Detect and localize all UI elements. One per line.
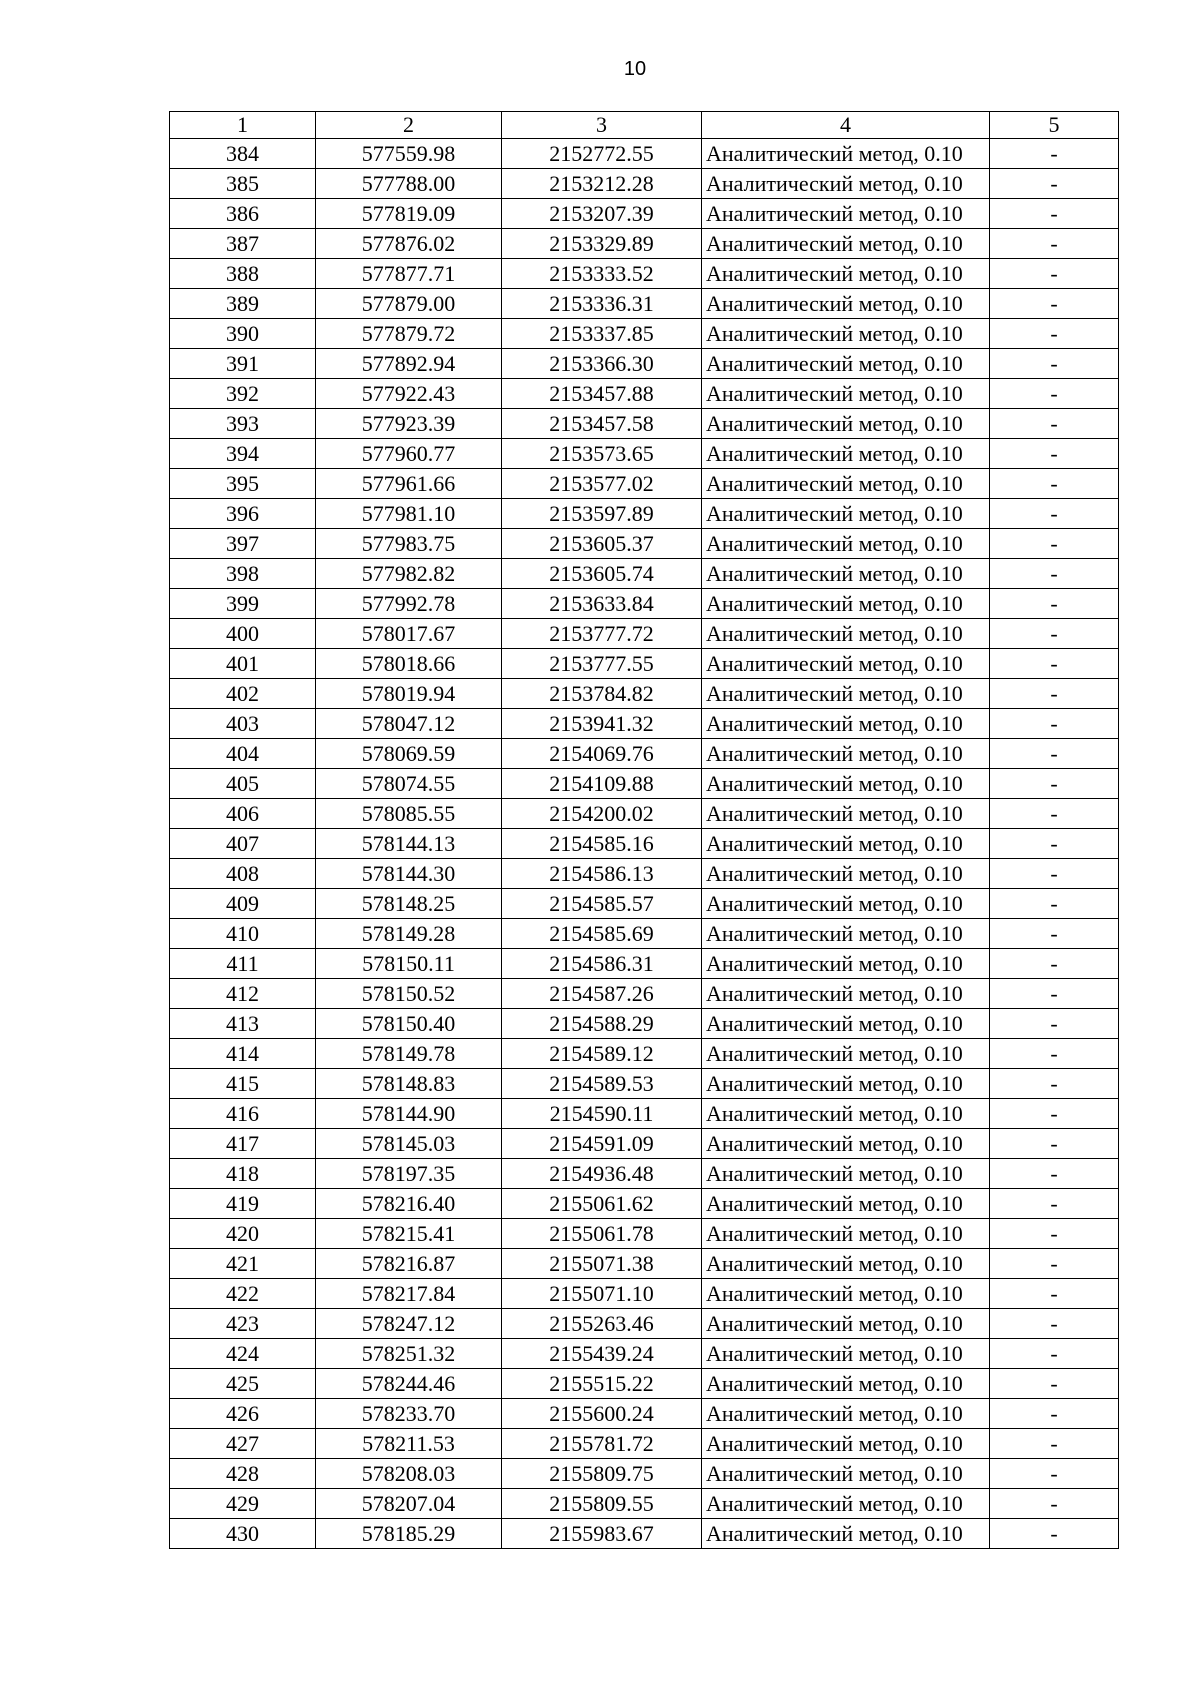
note-cell: - bbox=[990, 1339, 1119, 1369]
y-coordinate-cell: 2152772.55 bbox=[502, 139, 702, 169]
table-row bbox=[170, 1249, 1119, 1279]
table-row bbox=[170, 409, 1119, 439]
point-number-cell: 408 bbox=[170, 859, 316, 889]
table-row bbox=[170, 1339, 1119, 1369]
point-number-cell: 400 bbox=[170, 619, 316, 649]
y-coordinate-cell: 2154586.31 bbox=[502, 949, 702, 979]
note-cell: - bbox=[990, 649, 1119, 679]
table-row bbox=[170, 1279, 1119, 1309]
x-coordinate-cell: 577960.77 bbox=[316, 439, 502, 469]
point-number-cell: 399 bbox=[170, 589, 316, 619]
note-cell: - bbox=[990, 139, 1119, 169]
point-number-cell: 387 bbox=[170, 229, 316, 259]
table-row bbox=[170, 709, 1119, 739]
x-coordinate-cell: 577961.66 bbox=[316, 469, 502, 499]
y-coordinate-cell: 2155809.55 bbox=[502, 1489, 702, 1519]
point-number-cell: 412 bbox=[170, 979, 316, 1009]
table-row bbox=[170, 139, 1119, 169]
method-cell: Аналитический метод, 0.10 bbox=[702, 439, 990, 469]
point-number-cell: 401 bbox=[170, 649, 316, 679]
point-number-cell: 389 bbox=[170, 289, 316, 319]
x-coordinate-cell: 577879.72 bbox=[316, 319, 502, 349]
x-coordinate-cell: 577992.78 bbox=[316, 589, 502, 619]
x-coordinate-cell: 578244.46 bbox=[316, 1369, 502, 1399]
x-coordinate-cell: 578216.40 bbox=[316, 1189, 502, 1219]
method-cell: Аналитический метод, 0.10 bbox=[702, 1249, 990, 1279]
table-row bbox=[170, 799, 1119, 829]
method-cell: Аналитический метод, 0.10 bbox=[702, 139, 990, 169]
y-coordinate-cell: 2153457.88 bbox=[502, 379, 702, 409]
x-coordinate-cell: 578217.84 bbox=[316, 1279, 502, 1309]
point-number-cell: 391 bbox=[170, 349, 316, 379]
y-coordinate-cell: 2153605.74 bbox=[502, 559, 702, 589]
y-coordinate-cell: 2153337.85 bbox=[502, 319, 702, 349]
method-cell: Аналитический метод, 0.10 bbox=[702, 199, 990, 229]
method-cell: Аналитический метод, 0.10 bbox=[702, 229, 990, 259]
method-cell: Аналитический метод, 0.10 bbox=[702, 1489, 990, 1519]
y-coordinate-cell: 2155983.67 bbox=[502, 1519, 702, 1549]
method-cell: Аналитический метод, 0.10 bbox=[702, 319, 990, 349]
table-row bbox=[170, 1399, 1119, 1429]
table-row bbox=[170, 1369, 1119, 1399]
table-row bbox=[170, 1129, 1119, 1159]
note-cell: - bbox=[990, 1399, 1119, 1429]
method-cell: Аналитический метод, 0.10 bbox=[702, 529, 990, 559]
note-cell: - bbox=[990, 1279, 1119, 1309]
table-row bbox=[170, 169, 1119, 199]
table-row bbox=[170, 1459, 1119, 1489]
method-cell: Аналитический метод, 0.10 bbox=[702, 979, 990, 1009]
method-cell: Аналитический метод, 0.10 bbox=[702, 799, 990, 829]
method-cell: Аналитический метод, 0.10 bbox=[702, 1159, 990, 1189]
column-header: 1 bbox=[170, 112, 316, 139]
point-number-cell: 411 bbox=[170, 949, 316, 979]
note-cell: - bbox=[990, 919, 1119, 949]
y-coordinate-cell: 2155600.24 bbox=[502, 1399, 702, 1429]
point-number-cell: 385 bbox=[170, 169, 316, 199]
note-cell: - bbox=[990, 259, 1119, 289]
note-cell: - bbox=[990, 1249, 1119, 1279]
y-coordinate-cell: 2153333.52 bbox=[502, 259, 702, 289]
x-coordinate-cell: 578207.04 bbox=[316, 1489, 502, 1519]
y-coordinate-cell: 2153633.84 bbox=[502, 589, 702, 619]
table-row bbox=[170, 829, 1119, 859]
x-coordinate-cell: 578149.78 bbox=[316, 1039, 502, 1069]
note-cell: - bbox=[990, 1519, 1119, 1549]
y-coordinate-cell: 2153207.39 bbox=[502, 199, 702, 229]
point-number-cell: 409 bbox=[170, 889, 316, 919]
note-cell: - bbox=[990, 1309, 1119, 1339]
table-row bbox=[170, 1039, 1119, 1069]
note-cell: - bbox=[990, 1099, 1119, 1129]
y-coordinate-cell: 2153941.32 bbox=[502, 709, 702, 739]
method-cell: Аналитический метод, 0.10 bbox=[702, 619, 990, 649]
point-number-cell: 416 bbox=[170, 1099, 316, 1129]
x-coordinate-cell: 578215.41 bbox=[316, 1219, 502, 1249]
method-cell: Аналитический метод, 0.10 bbox=[702, 679, 990, 709]
x-coordinate-cell: 578208.03 bbox=[316, 1459, 502, 1489]
table-row bbox=[170, 379, 1119, 409]
table-row bbox=[170, 1189, 1119, 1219]
point-number-cell: 392 bbox=[170, 379, 316, 409]
note-cell: - bbox=[990, 199, 1119, 229]
point-number-cell: 398 bbox=[170, 559, 316, 589]
point-number-cell: 419 bbox=[170, 1189, 316, 1219]
x-coordinate-cell: 578216.87 bbox=[316, 1249, 502, 1279]
table-row bbox=[170, 1069, 1119, 1099]
y-coordinate-cell: 2153366.30 bbox=[502, 349, 702, 379]
note-cell: - bbox=[990, 1189, 1119, 1219]
table-row bbox=[170, 469, 1119, 499]
x-coordinate-cell: 578150.52 bbox=[316, 979, 502, 1009]
y-coordinate-cell: 2153777.72 bbox=[502, 619, 702, 649]
table-row bbox=[170, 919, 1119, 949]
point-number-cell: 427 bbox=[170, 1429, 316, 1459]
y-coordinate-cell: 2154590.11 bbox=[502, 1099, 702, 1129]
note-cell: - bbox=[990, 979, 1119, 1009]
note-cell: - bbox=[990, 1219, 1119, 1249]
note-cell: - bbox=[990, 1009, 1119, 1039]
x-coordinate-cell: 577879.00 bbox=[316, 289, 502, 319]
table-row bbox=[170, 949, 1119, 979]
y-coordinate-cell: 2155439.24 bbox=[502, 1339, 702, 1369]
x-coordinate-cell: 577892.94 bbox=[316, 349, 502, 379]
table-row bbox=[170, 619, 1119, 649]
table-row bbox=[170, 1159, 1119, 1189]
x-coordinate-cell: 578018.66 bbox=[316, 649, 502, 679]
note-cell: - bbox=[990, 1429, 1119, 1459]
x-coordinate-cell: 578150.11 bbox=[316, 949, 502, 979]
note-cell: - bbox=[990, 859, 1119, 889]
y-coordinate-cell: 2154585.57 bbox=[502, 889, 702, 919]
table-row bbox=[170, 589, 1119, 619]
y-coordinate-cell: 2155263.46 bbox=[502, 1309, 702, 1339]
x-coordinate-cell: 577983.75 bbox=[316, 529, 502, 559]
point-number-cell: 386 bbox=[170, 199, 316, 229]
point-number-cell: 421 bbox=[170, 1249, 316, 1279]
y-coordinate-cell: 2154585.16 bbox=[502, 829, 702, 859]
point-number-cell: 423 bbox=[170, 1309, 316, 1339]
y-coordinate-cell: 2153336.31 bbox=[502, 289, 702, 319]
x-coordinate-cell: 578069.59 bbox=[316, 739, 502, 769]
coordinates-table bbox=[169, 111, 1119, 1549]
table-row bbox=[170, 439, 1119, 469]
x-coordinate-cell: 577819.09 bbox=[316, 199, 502, 229]
method-cell: Аналитический метод, 0.10 bbox=[702, 1219, 990, 1249]
y-coordinate-cell: 2153212.28 bbox=[502, 169, 702, 199]
note-cell: - bbox=[990, 769, 1119, 799]
method-cell: Аналитический метод, 0.10 bbox=[702, 889, 990, 919]
table-row bbox=[170, 1099, 1119, 1129]
point-number-cell: 396 bbox=[170, 499, 316, 529]
method-cell: Аналитический метод, 0.10 bbox=[702, 169, 990, 199]
x-coordinate-cell: 577788.00 bbox=[316, 169, 502, 199]
y-coordinate-cell: 2153784.82 bbox=[502, 679, 702, 709]
note-cell: - bbox=[990, 1159, 1119, 1189]
point-number-cell: 406 bbox=[170, 799, 316, 829]
method-cell: Аналитический метод, 0.10 bbox=[702, 709, 990, 739]
note-cell: - bbox=[990, 1129, 1119, 1159]
note-cell: - bbox=[990, 889, 1119, 919]
y-coordinate-cell: 2154588.29 bbox=[502, 1009, 702, 1039]
point-number-cell: 407 bbox=[170, 829, 316, 859]
point-number-cell: 426 bbox=[170, 1399, 316, 1429]
x-coordinate-cell: 578233.70 bbox=[316, 1399, 502, 1429]
method-cell: Аналитический метод, 0.10 bbox=[702, 499, 990, 529]
table-row bbox=[170, 199, 1119, 229]
method-cell: Аналитический метод, 0.10 bbox=[702, 409, 990, 439]
note-cell: - bbox=[990, 469, 1119, 499]
y-coordinate-cell: 2154936.48 bbox=[502, 1159, 702, 1189]
point-number-cell: 424 bbox=[170, 1339, 316, 1369]
method-cell: Аналитический метод, 0.10 bbox=[702, 1339, 990, 1369]
point-number-cell: 403 bbox=[170, 709, 316, 739]
method-cell: Аналитический метод, 0.10 bbox=[702, 1189, 990, 1219]
point-number-cell: 404 bbox=[170, 739, 316, 769]
table-row bbox=[170, 259, 1119, 289]
column-header: 4 bbox=[702, 112, 990, 139]
point-number-cell: 428 bbox=[170, 1459, 316, 1489]
note-cell: - bbox=[990, 349, 1119, 379]
table-row bbox=[170, 979, 1119, 1009]
method-cell: Аналитический метод, 0.10 bbox=[702, 649, 990, 679]
point-number-cell: 417 bbox=[170, 1129, 316, 1159]
point-number-cell: 390 bbox=[170, 319, 316, 349]
x-coordinate-cell: 577981.10 bbox=[316, 499, 502, 529]
method-cell: Аналитический метод, 0.10 bbox=[702, 379, 990, 409]
method-cell: Аналитический метод, 0.10 bbox=[702, 1519, 990, 1549]
note-cell: - bbox=[990, 379, 1119, 409]
method-cell: Аналитический метод, 0.10 bbox=[702, 1459, 990, 1489]
note-cell: - bbox=[990, 169, 1119, 199]
point-number-cell: 395 bbox=[170, 469, 316, 499]
x-coordinate-cell: 578144.30 bbox=[316, 859, 502, 889]
method-cell: Аналитический метод, 0.10 bbox=[702, 1429, 990, 1459]
x-coordinate-cell: 578148.25 bbox=[316, 889, 502, 919]
y-coordinate-cell: 2153777.55 bbox=[502, 649, 702, 679]
note-cell: - bbox=[990, 739, 1119, 769]
x-coordinate-cell: 577877.71 bbox=[316, 259, 502, 289]
y-coordinate-cell: 2154585.69 bbox=[502, 919, 702, 949]
y-coordinate-cell: 2153457.58 bbox=[502, 409, 702, 439]
y-coordinate-cell: 2155061.62 bbox=[502, 1189, 702, 1219]
method-cell: Аналитический метод, 0.10 bbox=[702, 1009, 990, 1039]
method-cell: Аналитический метод, 0.10 bbox=[702, 829, 990, 859]
table-row bbox=[170, 229, 1119, 259]
method-cell: Аналитический метод, 0.10 bbox=[702, 1099, 990, 1129]
y-coordinate-cell: 2154587.26 bbox=[502, 979, 702, 1009]
table-row bbox=[170, 649, 1119, 679]
note-cell: - bbox=[990, 409, 1119, 439]
point-number-cell: 418 bbox=[170, 1159, 316, 1189]
method-cell: Аналитический метод, 0.10 bbox=[702, 289, 990, 319]
table-row bbox=[170, 889, 1119, 919]
method-cell: Аналитический метод, 0.10 bbox=[702, 259, 990, 289]
point-number-cell: 425 bbox=[170, 1369, 316, 1399]
x-coordinate-cell: 578149.28 bbox=[316, 919, 502, 949]
method-cell: Аналитический метод, 0.10 bbox=[702, 769, 990, 799]
method-cell: Аналитический метод, 0.10 bbox=[702, 349, 990, 379]
note-cell: - bbox=[990, 589, 1119, 619]
note-cell: - bbox=[990, 1069, 1119, 1099]
table-row bbox=[170, 1309, 1119, 1339]
x-coordinate-cell: 578144.90 bbox=[316, 1099, 502, 1129]
table-row bbox=[170, 859, 1119, 889]
point-number-cell: 413 bbox=[170, 1009, 316, 1039]
y-coordinate-cell: 2153577.02 bbox=[502, 469, 702, 499]
x-coordinate-cell: 578047.12 bbox=[316, 709, 502, 739]
point-number-cell: 410 bbox=[170, 919, 316, 949]
table-row bbox=[170, 1489, 1119, 1519]
point-number-cell: 420 bbox=[170, 1219, 316, 1249]
point-number-cell: 402 bbox=[170, 679, 316, 709]
x-coordinate-cell: 577982.82 bbox=[316, 559, 502, 589]
y-coordinate-cell: 2155071.10 bbox=[502, 1279, 702, 1309]
point-number-cell: 415 bbox=[170, 1069, 316, 1099]
x-coordinate-cell: 578017.67 bbox=[316, 619, 502, 649]
note-cell: - bbox=[990, 319, 1119, 349]
y-coordinate-cell: 2153329.89 bbox=[502, 229, 702, 259]
y-coordinate-cell: 2154591.09 bbox=[502, 1129, 702, 1159]
point-number-cell: 422 bbox=[170, 1279, 316, 1309]
point-number-cell: 414 bbox=[170, 1039, 316, 1069]
note-cell: - bbox=[990, 799, 1119, 829]
x-coordinate-cell: 578150.40 bbox=[316, 1009, 502, 1039]
x-coordinate-cell: 578185.29 bbox=[316, 1519, 502, 1549]
table-row bbox=[170, 739, 1119, 769]
point-number-cell: 430 bbox=[170, 1519, 316, 1549]
y-coordinate-cell: 2153573.65 bbox=[502, 439, 702, 469]
point-number-cell: 405 bbox=[170, 769, 316, 799]
note-cell: - bbox=[990, 1369, 1119, 1399]
x-coordinate-cell: 578144.13 bbox=[316, 829, 502, 859]
x-coordinate-cell: 578247.12 bbox=[316, 1309, 502, 1339]
point-number-cell: 429 bbox=[170, 1489, 316, 1519]
note-cell: - bbox=[990, 709, 1119, 739]
table-row bbox=[170, 319, 1119, 349]
x-coordinate-cell: 578211.53 bbox=[316, 1429, 502, 1459]
method-cell: Аналитический метод, 0.10 bbox=[702, 1399, 990, 1429]
y-coordinate-cell: 2154589.53 bbox=[502, 1069, 702, 1099]
method-cell: Аналитический метод, 0.10 bbox=[702, 949, 990, 979]
x-coordinate-cell: 577922.43 bbox=[316, 379, 502, 409]
table-body bbox=[170, 112, 1119, 1549]
note-cell: - bbox=[990, 949, 1119, 979]
note-cell: - bbox=[990, 499, 1119, 529]
y-coordinate-cell: 2154200.02 bbox=[502, 799, 702, 829]
note-cell: - bbox=[990, 289, 1119, 319]
y-coordinate-cell: 2153597.89 bbox=[502, 499, 702, 529]
y-coordinate-cell: 2155061.78 bbox=[502, 1219, 702, 1249]
column-header: 5 bbox=[990, 112, 1119, 139]
note-cell: - bbox=[990, 829, 1119, 859]
method-cell: Аналитический метод, 0.10 bbox=[702, 589, 990, 619]
y-coordinate-cell: 2155071.38 bbox=[502, 1249, 702, 1279]
x-coordinate-cell: 578019.94 bbox=[316, 679, 502, 709]
method-cell: Аналитический метод, 0.10 bbox=[702, 1039, 990, 1069]
method-cell: Аналитический метод, 0.10 bbox=[702, 739, 990, 769]
table-row bbox=[170, 529, 1119, 559]
table-row bbox=[170, 499, 1119, 529]
point-number-cell: 394 bbox=[170, 439, 316, 469]
table-row bbox=[170, 1219, 1119, 1249]
table-row bbox=[170, 1429, 1119, 1459]
page-number: 10 bbox=[623, 58, 647, 80]
table-row bbox=[170, 679, 1119, 709]
x-coordinate-cell: 577876.02 bbox=[316, 229, 502, 259]
column-header: 3 bbox=[502, 112, 702, 139]
y-coordinate-cell: 2154109.88 bbox=[502, 769, 702, 799]
table-header-row bbox=[170, 112, 1119, 139]
table-row bbox=[170, 559, 1119, 589]
x-coordinate-cell: 578197.35 bbox=[316, 1159, 502, 1189]
x-coordinate-cell: 578148.83 bbox=[316, 1069, 502, 1099]
y-coordinate-cell: 2155809.75 bbox=[502, 1459, 702, 1489]
note-cell: - bbox=[990, 229, 1119, 259]
y-coordinate-cell: 2153605.37 bbox=[502, 529, 702, 559]
y-coordinate-cell: 2155515.22 bbox=[502, 1369, 702, 1399]
note-cell: - bbox=[990, 439, 1119, 469]
note-cell: - bbox=[990, 679, 1119, 709]
method-cell: Аналитический метод, 0.10 bbox=[702, 1279, 990, 1309]
y-coordinate-cell: 2155781.72 bbox=[502, 1429, 702, 1459]
note-cell: - bbox=[990, 529, 1119, 559]
method-cell: Аналитический метод, 0.10 bbox=[702, 1069, 990, 1099]
table-row bbox=[170, 349, 1119, 379]
method-cell: Аналитический метод, 0.10 bbox=[702, 559, 990, 589]
point-number-cell: 384 bbox=[170, 139, 316, 169]
table-row bbox=[170, 1519, 1119, 1549]
point-number-cell: 388 bbox=[170, 259, 316, 289]
column-header: 2 bbox=[316, 112, 502, 139]
table-row bbox=[170, 289, 1119, 319]
method-cell: Аналитический метод, 0.10 bbox=[702, 469, 990, 499]
y-coordinate-cell: 2154586.13 bbox=[502, 859, 702, 889]
method-cell: Аналитический метод, 0.10 bbox=[702, 1369, 990, 1399]
note-cell: - bbox=[990, 1039, 1119, 1069]
x-coordinate-cell: 578251.32 bbox=[316, 1339, 502, 1369]
note-cell: - bbox=[990, 1489, 1119, 1519]
point-number-cell: 397 bbox=[170, 529, 316, 559]
y-coordinate-cell: 2154069.76 bbox=[502, 739, 702, 769]
x-coordinate-cell: 577923.39 bbox=[316, 409, 502, 439]
method-cell: Аналитический метод, 0.10 bbox=[702, 1309, 990, 1339]
note-cell: - bbox=[990, 1459, 1119, 1489]
x-coordinate-cell: 578145.03 bbox=[316, 1129, 502, 1159]
note-cell: - bbox=[990, 559, 1119, 589]
table-row bbox=[170, 1009, 1119, 1039]
table-row bbox=[170, 769, 1119, 799]
x-coordinate-cell: 577559.98 bbox=[316, 139, 502, 169]
point-number-cell: 393 bbox=[170, 409, 316, 439]
method-cell: Аналитический метод, 0.10 bbox=[702, 919, 990, 949]
x-coordinate-cell: 578074.55 bbox=[316, 769, 502, 799]
y-coordinate-cell: 2154589.12 bbox=[502, 1039, 702, 1069]
note-cell: - bbox=[990, 619, 1119, 649]
method-cell: Аналитический метод, 0.10 bbox=[702, 1129, 990, 1159]
x-coordinate-cell: 578085.55 bbox=[316, 799, 502, 829]
method-cell: Аналитический метод, 0.10 bbox=[702, 859, 990, 889]
